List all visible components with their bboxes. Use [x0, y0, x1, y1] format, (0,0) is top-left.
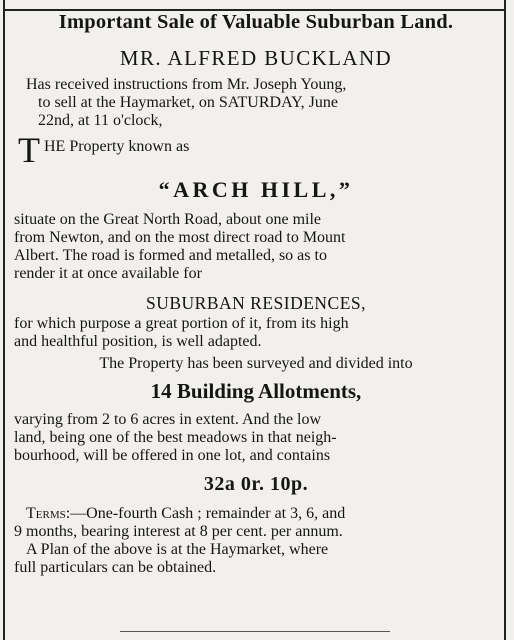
plan-line: A Plan of the above is at the Haymarket, where — [26, 541, 329, 558]
intro-line: Has received instructions from Mr. Joseph Young, — [26, 76, 347, 93]
drop-cap-letter: T — [18, 130, 40, 170]
terms-line — [14, 505, 498, 523]
situation-line: from Newton, and on the most direct road to Mount — [14, 229, 346, 246]
auctioneer-name: MR. ALFRED BUCKLAND — [119, 46, 393, 70]
purpose-line: and healthful position, is well adapted. — [14, 333, 262, 350]
situation-line: render it at once available for — [14, 265, 202, 282]
survey-line: The Property has been surveyed and divided into — [99, 355, 413, 372]
terms-label: Terms — [26, 505, 66, 522]
land-area: 32a 0r. 10p. — [203, 473, 309, 495]
property-name: “ARCH HILL,” — [158, 177, 354, 202]
situation-line: Albert. The road is formed and metalled, so as to — [14, 247, 327, 264]
drop-cap-paragraph — [14, 130, 498, 170]
situation-line: situate on the Great North Road, about one mile — [14, 211, 322, 228]
drop-cap-text: HE Property known as — [44, 138, 190, 155]
extent-line: land, being one of the best meadows in that neigh- — [14, 429, 337, 446]
purpose-line: for which purpose a great portion of it, from its high — [14, 315, 349, 332]
bottom-border-rule — [120, 631, 390, 632]
left-column-rule — [3, 0, 5, 640]
intro-line: 22nd, at 11 o'clock, — [38, 112, 163, 129]
use-heading: SUBURBAN RESIDENCES, — [145, 293, 367, 313]
extent-line: varying from 2 to 6 acres in extent. And the low — [14, 411, 322, 428]
extent-line: bourhood, will be offered in one lot, and contains — [14, 447, 331, 464]
advert-title: Important Sale of Valuable Suburban Land. — [58, 11, 454, 33]
advertisement — [14, 8, 498, 577]
right-column-rule — [504, 0, 506, 640]
terms-text: :—One-fourth Cash ; remainder at 3, 6, and — [65, 505, 346, 522]
terms-line-2: 9 months, bearing interest at 8 per cent. per annum. — [14, 523, 343, 540]
plan-line: full particulars can be obtained. — [14, 559, 217, 576]
intro-line: to sell at the Haymarket, on SATURDAY, June — [38, 94, 338, 111]
allotments-heading: 14 Building Allotments, — [150, 379, 362, 403]
